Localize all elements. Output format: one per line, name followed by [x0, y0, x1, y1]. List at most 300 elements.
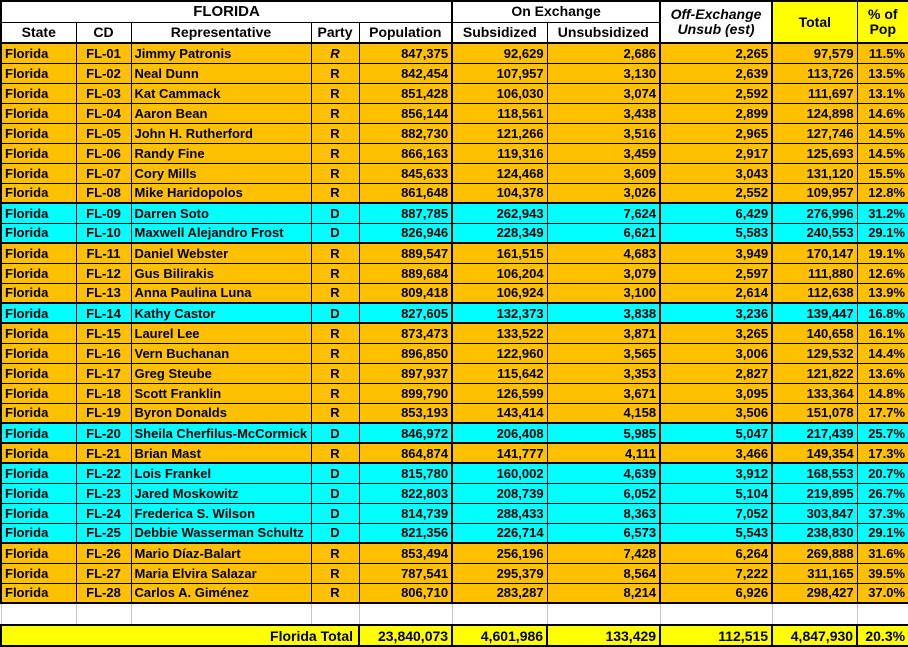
cell-total: 124,898: [772, 103, 857, 123]
cell-total: 149,354: [772, 443, 857, 463]
population-col-header: Population: [359, 22, 452, 43]
cell-party: R: [311, 123, 359, 143]
table-row: [1, 63, 908, 83]
cell-off-exchange: 2,917: [660, 143, 772, 163]
table-row: [1, 143, 908, 163]
spacer-cell: [857, 603, 908, 625]
cell-pct: 16.8%: [857, 303, 908, 323]
cell-unsubsidized: 3,438: [547, 103, 660, 123]
cell-state: Florida: [1, 123, 76, 143]
cell-population: 845,633: [359, 163, 452, 183]
cell-pct: 14.6%: [857, 103, 908, 123]
cell-cd: FL-03: [76, 83, 131, 103]
cell-pct: 39.5%: [857, 563, 908, 583]
subsidized-col-header: Subsidized: [452, 22, 547, 43]
cell-population: 889,684: [359, 263, 452, 283]
spacer-cell: [547, 603, 660, 625]
cell-unsubsidized: 3,459: [547, 143, 660, 163]
cell-off-exchange: 6,264: [660, 543, 772, 563]
cell-pct: 13.5%: [857, 63, 908, 83]
cell-subsidized: 115,642: [452, 363, 547, 383]
total-header: Total: [772, 1, 857, 43]
cell-off-exchange: 3,095: [660, 383, 772, 403]
cell-representative: Maxwell Alejandro Frost: [131, 223, 311, 243]
cell-representative: Jared Moskowitz: [131, 483, 311, 503]
spacer-cell: [311, 603, 359, 625]
cell-unsubsidized: 3,671: [547, 383, 660, 403]
cell-party: R: [311, 83, 359, 103]
cell-subsidized: 143,414: [452, 403, 547, 423]
total-row: [1, 625, 908, 646]
cell-pct: 15.5%: [857, 163, 908, 183]
cell-party: R: [311, 183, 359, 203]
cell-party: R: [311, 323, 359, 343]
representative-col-header: Representative: [131, 22, 311, 43]
cell-party: R: [311, 103, 359, 123]
cell-representative: Darren Soto: [131, 203, 311, 223]
total-total: 4,847,930: [772, 625, 857, 646]
cell-cd: FL-18: [76, 383, 131, 403]
cell-pct: 14.5%: [857, 143, 908, 163]
cell-cd: FL-12: [76, 263, 131, 283]
cell-total: 113,726: [772, 63, 857, 83]
spacer-cell: [76, 603, 131, 625]
cell-party: R: [311, 543, 359, 563]
cell-pct: 31.2%: [857, 203, 908, 223]
cell-state: Florida: [1, 363, 76, 383]
cell-unsubsidized: 4,639: [547, 463, 660, 483]
cell-representative: Vern Buchanan: [131, 343, 311, 363]
cell-subsidized: 283,287: [452, 583, 547, 603]
table-row: [1, 43, 908, 63]
cell-cd: FL-13: [76, 283, 131, 303]
cell-unsubsidized: 3,026: [547, 183, 660, 203]
table-row: [1, 483, 908, 503]
cell-total: 151,078: [772, 403, 857, 423]
table-row: [1, 503, 908, 523]
state-title: FLORIDA: [1, 1, 452, 22]
cell-pct: 29.1%: [857, 523, 908, 543]
party-col-header: Party: [311, 22, 359, 43]
cell-unsubsidized: 3,871: [547, 323, 660, 343]
cell-population: 806,710: [359, 583, 452, 603]
cell-total: 217,439: [772, 423, 857, 443]
cell-total: 168,553: [772, 463, 857, 483]
cell-cd: FL-08: [76, 183, 131, 203]
cell-representative: Maria Elvira Salazar: [131, 563, 311, 583]
cell-subsidized: 104,378: [452, 183, 547, 203]
cell-state: Florida: [1, 543, 76, 563]
cell-pct: 37.0%: [857, 583, 908, 603]
cell-state: Florida: [1, 523, 76, 543]
pct-line1: % of: [868, 6, 898, 23]
cell-pct: 17.3%: [857, 443, 908, 463]
cell-representative: Greg Steube: [131, 363, 311, 383]
pct-line2: Pop: [869, 21, 897, 37]
cell-subsidized: 92,629: [452, 43, 547, 63]
cell-unsubsidized: 3,838: [547, 303, 660, 323]
cell-total: 139,447: [772, 303, 857, 323]
cell-pct: 26.7%: [857, 483, 908, 503]
cell-party: R: [311, 583, 359, 603]
cell-representative: Cory Mills: [131, 163, 311, 183]
total-off-exchange: 112,515: [660, 625, 772, 646]
cell-state: Florida: [1, 303, 76, 323]
cell-party: R: [311, 383, 359, 403]
cell-subsidized: 288,433: [452, 503, 547, 523]
cell-unsubsidized: 5,985: [547, 423, 660, 443]
cell-unsubsidized: 6,573: [547, 523, 660, 543]
cell-representative: Byron Donalds: [131, 403, 311, 423]
cell-subsidized: 119,316: [452, 143, 547, 163]
cell-unsubsidized: 8,363: [547, 503, 660, 523]
cell-off-exchange: 7,222: [660, 563, 772, 583]
cell-party: R: [311, 263, 359, 283]
cell-state: Florida: [1, 403, 76, 423]
cell-representative: John H. Rutherford: [131, 123, 311, 143]
cell-unsubsidized: 8,214: [547, 583, 660, 603]
cell-total: 298,427: [772, 583, 857, 603]
cell-total: 240,553: [772, 223, 857, 243]
cell-party: D: [311, 223, 359, 243]
cell-pct: 11.5%: [857, 43, 908, 63]
cell-population: 853,494: [359, 543, 452, 563]
cell-unsubsidized: 6,052: [547, 483, 660, 503]
cell-representative: Scott Franklin: [131, 383, 311, 403]
cell-representative: Frederica S. Wilson: [131, 503, 311, 523]
cell-representative: Debbie Wasserman Schultz: [131, 523, 311, 543]
cell-state: Florida: [1, 443, 76, 463]
cell-off-exchange: 3,043: [660, 163, 772, 183]
cell-total: 170,147: [772, 243, 857, 263]
cell-cd: FL-27: [76, 563, 131, 583]
table-footer: [1, 603, 908, 646]
cell-cd: FL-07: [76, 163, 131, 183]
table-row: [1, 383, 908, 403]
cell-party: D: [311, 503, 359, 523]
cell-pct: 19.1%: [857, 243, 908, 263]
cell-off-exchange: 5,104: [660, 483, 772, 503]
cell-unsubsidized: 7,624: [547, 203, 660, 223]
table-row: [1, 163, 908, 183]
cell-party: R: [311, 143, 359, 163]
cell-cd: FL-02: [76, 63, 131, 83]
cell-population: 846,972: [359, 423, 452, 443]
total-unsubsidized: 133,429: [547, 625, 660, 646]
cell-off-exchange: 2,965: [660, 123, 772, 143]
cell-off-exchange: 2,597: [660, 263, 772, 283]
cell-off-exchange: 2,827: [660, 363, 772, 383]
cell-population: 864,874: [359, 443, 452, 463]
cell-representative: Gus Bilirakis: [131, 263, 311, 283]
spacer-cell: [772, 603, 857, 625]
cell-pct: 29.1%: [857, 223, 908, 243]
cell-representative: Kathy Castor: [131, 303, 311, 323]
cell-off-exchange: 3,006: [660, 343, 772, 363]
cell-total: 127,746: [772, 123, 857, 143]
total-subsidized: 4,601,986: [452, 625, 547, 646]
cell-off-exchange: 6,926: [660, 583, 772, 603]
cell-off-exchange: 3,265: [660, 323, 772, 343]
cell-state: Florida: [1, 483, 76, 503]
cell-representative: Lois Frankel: [131, 463, 311, 483]
cell-representative: Kat Cammack: [131, 83, 311, 103]
pct-of-pop-header: [857, 1, 908, 43]
cell-population: 896,850: [359, 343, 452, 363]
table-row: [1, 363, 908, 383]
cell-unsubsidized: 6,621: [547, 223, 660, 243]
cell-representative: Neal Dunn: [131, 63, 311, 83]
cell-population: 899,790: [359, 383, 452, 403]
cell-unsubsidized: 3,353: [547, 363, 660, 383]
cell-unsubsidized: 4,111: [547, 443, 660, 463]
table-row: [1, 443, 908, 463]
cell-subsidized: 206,408: [452, 423, 547, 443]
cell-representative: Mike Haridopolos: [131, 183, 311, 203]
cell-state: Florida: [1, 223, 76, 243]
unsubsidized-col-header: Unsubsidized: [547, 22, 660, 43]
cell-subsidized: 118,561: [452, 103, 547, 123]
off-exchange-header: [660, 1, 772, 43]
cell-cd: FL-23: [76, 483, 131, 503]
cell-subsidized: 256,196: [452, 543, 547, 563]
cell-total: 125,693: [772, 143, 857, 163]
cell-unsubsidized: 3,130: [547, 63, 660, 83]
cell-population: 866,163: [359, 143, 452, 163]
cell-population: 809,418: [359, 283, 452, 303]
table-row: [1, 423, 908, 443]
cell-pct: 12.6%: [857, 263, 908, 283]
cell-population: 815,780: [359, 463, 452, 483]
cell-representative: Anna Paulina Luna: [131, 283, 311, 303]
table-row: [1, 203, 908, 223]
cell-total: 129,532: [772, 343, 857, 363]
cell-total: 111,880: [772, 263, 857, 283]
spacer-row: [1, 603, 908, 625]
cell-total: 269,888: [772, 543, 857, 563]
cell-state: Florida: [1, 163, 76, 183]
cell-subsidized: 107,957: [452, 63, 547, 83]
cell-representative: Jimmy Patronis: [131, 43, 311, 63]
cell-off-exchange: 6,429: [660, 203, 772, 223]
total-pct: 20.3%: [857, 625, 908, 646]
cell-state: Florida: [1, 103, 76, 123]
cell-pct: 20.7%: [857, 463, 908, 483]
cell-off-exchange: 3,236: [660, 303, 772, 323]
cell-population: 826,946: [359, 223, 452, 243]
cell-unsubsidized: 4,158: [547, 403, 660, 423]
cell-state: Florida: [1, 343, 76, 363]
cell-subsidized: 122,960: [452, 343, 547, 363]
table-row: [1, 403, 908, 423]
cell-population: 787,541: [359, 563, 452, 583]
cell-subsidized: 161,515: [452, 243, 547, 263]
cell-total: 219,895: [772, 483, 857, 503]
total-population: 23,840,073: [359, 625, 452, 646]
cell-cd: FL-05: [76, 123, 131, 143]
table-row: [1, 283, 908, 303]
table-row: [1, 223, 908, 243]
cell-party: R: [311, 283, 359, 303]
cell-cd: FL-21: [76, 443, 131, 463]
cell-pct: 14.8%: [857, 383, 908, 403]
cell-unsubsidized: 3,074: [547, 83, 660, 103]
cell-off-exchange: 2,614: [660, 283, 772, 303]
cell-unsubsidized: 8,564: [547, 563, 660, 583]
cell-party: R: [311, 563, 359, 583]
cell-off-exchange: 2,592: [660, 83, 772, 103]
cell-party: R: [311, 363, 359, 383]
off-exchange-line2: Unsub (est): [677, 21, 755, 37]
cell-population: 853,193: [359, 403, 452, 423]
cell-party: R: [311, 403, 359, 423]
cell-cd: FL-11: [76, 243, 131, 263]
cell-population: 842,454: [359, 63, 452, 83]
cell-population: 861,648: [359, 183, 452, 203]
cell-party: R: [311, 63, 359, 83]
cell-pct: 17.7%: [857, 403, 908, 423]
cell-party: R: [311, 243, 359, 263]
cell-state: Florida: [1, 503, 76, 523]
cell-population: 889,547: [359, 243, 452, 263]
cell-cd: FL-10: [76, 223, 131, 243]
table-row: [1, 183, 908, 203]
cell-population: 897,937: [359, 363, 452, 383]
cell-subsidized: 126,599: [452, 383, 547, 403]
table-row: [1, 103, 908, 123]
cell-state: Florida: [1, 583, 76, 603]
cell-cd: FL-26: [76, 543, 131, 563]
off-exchange-line1: Off-Exchange: [670, 6, 762, 23]
spacer-cell: [452, 603, 547, 625]
cell-cd: FL-28: [76, 583, 131, 603]
cell-party: D: [311, 483, 359, 503]
cell-cd: FL-24: [76, 503, 131, 523]
table-row: [1, 263, 908, 283]
cell-cd: FL-09: [76, 203, 131, 223]
cell-unsubsidized: 3,079: [547, 263, 660, 283]
cell-pct: 16.1%: [857, 323, 908, 343]
cell-pct: 14.5%: [857, 123, 908, 143]
cell-subsidized: 262,943: [452, 203, 547, 223]
cell-party: D: [311, 463, 359, 483]
table-row: [1, 123, 908, 143]
cell-cd: FL-17: [76, 363, 131, 383]
cell-cd: FL-16: [76, 343, 131, 363]
cell-pct: 13.9%: [857, 283, 908, 303]
cell-party: D: [311, 423, 359, 443]
cell-total: 131,120: [772, 163, 857, 183]
cell-representative: Laurel Lee: [131, 323, 311, 343]
cell-subsidized: 160,002: [452, 463, 547, 483]
cell-subsidized: 121,266: [452, 123, 547, 143]
cell-state: Florida: [1, 243, 76, 263]
cell-off-exchange: 7,052: [660, 503, 772, 523]
cell-total: 276,996: [772, 203, 857, 223]
table-body: [1, 43, 908, 603]
state-col-header: State: [1, 22, 76, 43]
cell-representative: Daniel Webster: [131, 243, 311, 263]
cell-state: Florida: [1, 283, 76, 303]
cell-subsidized: 132,373: [452, 303, 547, 323]
cell-representative: Aaron Bean: [131, 103, 311, 123]
cell-subsidized: 228,349: [452, 223, 547, 243]
cell-pct: 14.4%: [857, 343, 908, 363]
cell-off-exchange: 5,583: [660, 223, 772, 243]
table-row: [1, 563, 908, 583]
cell-state: Florida: [1, 183, 76, 203]
cell-population: 827,605: [359, 303, 452, 323]
cell-cd: FL-20: [76, 423, 131, 443]
cell-off-exchange: 3,949: [660, 243, 772, 263]
cell-pct: 13.1%: [857, 83, 908, 103]
cell-unsubsidized: 4,683: [547, 243, 660, 263]
cell-population: 851,428: [359, 83, 452, 103]
cell-total: 238,830: [772, 523, 857, 543]
cell-population: 887,785: [359, 203, 452, 223]
table-row: [1, 303, 908, 323]
cell-population: 822,803: [359, 483, 452, 503]
spacer-cell: [131, 603, 311, 625]
cell-state: Florida: [1, 203, 76, 223]
cell-unsubsidized: 2,686: [547, 43, 660, 63]
cell-total: 140,658: [772, 323, 857, 343]
cell-cd: FL-22: [76, 463, 131, 483]
table-row: [1, 323, 908, 343]
cell-pct: 12.8%: [857, 183, 908, 203]
cell-unsubsidized: 3,516: [547, 123, 660, 143]
spacer-cell: [359, 603, 452, 625]
table-row: [1, 343, 908, 363]
on-exchange-group-header: On Exchange: [452, 1, 660, 22]
table-row: [1, 463, 908, 483]
cell-total: 121,822: [772, 363, 857, 383]
cell-state: Florida: [1, 323, 76, 343]
cell-pct: 31.6%: [857, 543, 908, 563]
cell-cd: FL-06: [76, 143, 131, 163]
cell-party: R: [311, 443, 359, 463]
cell-party: D: [311, 523, 359, 543]
cell-off-exchange: 2,265: [660, 43, 772, 63]
cell-cd: FL-04: [76, 103, 131, 123]
cell-population: 882,730: [359, 123, 452, 143]
cell-off-exchange: 3,912: [660, 463, 772, 483]
cell-subsidized: 124,468: [452, 163, 547, 183]
cell-total: 133,364: [772, 383, 857, 403]
cell-off-exchange: 5,543: [660, 523, 772, 543]
cell-state: Florida: [1, 463, 76, 483]
cell-population: 821,356: [359, 523, 452, 543]
spacer-cell: [660, 603, 772, 625]
cell-representative: Carlos A. Giménez: [131, 583, 311, 603]
cell-party: D: [311, 203, 359, 223]
cell-unsubsidized: 3,609: [547, 163, 660, 183]
cell-cd: FL-14: [76, 303, 131, 323]
cell-population: 847,375: [359, 43, 452, 63]
cell-cd: FL-25: [76, 523, 131, 543]
cell-subsidized: 226,714: [452, 523, 547, 543]
table-row: [1, 243, 908, 263]
cell-representative: Sheila Cherfilus-McCormick: [131, 423, 311, 443]
cell-off-exchange: 3,506: [660, 403, 772, 423]
cell-total: 97,579: [772, 43, 857, 63]
table-header: [1, 1, 908, 43]
cell-state: Florida: [1, 563, 76, 583]
table-row: [1, 83, 908, 103]
cell-unsubsidized: 3,100: [547, 283, 660, 303]
cell-subsidized: 208,739: [452, 483, 547, 503]
cell-representative: Brian Mast: [131, 443, 311, 463]
